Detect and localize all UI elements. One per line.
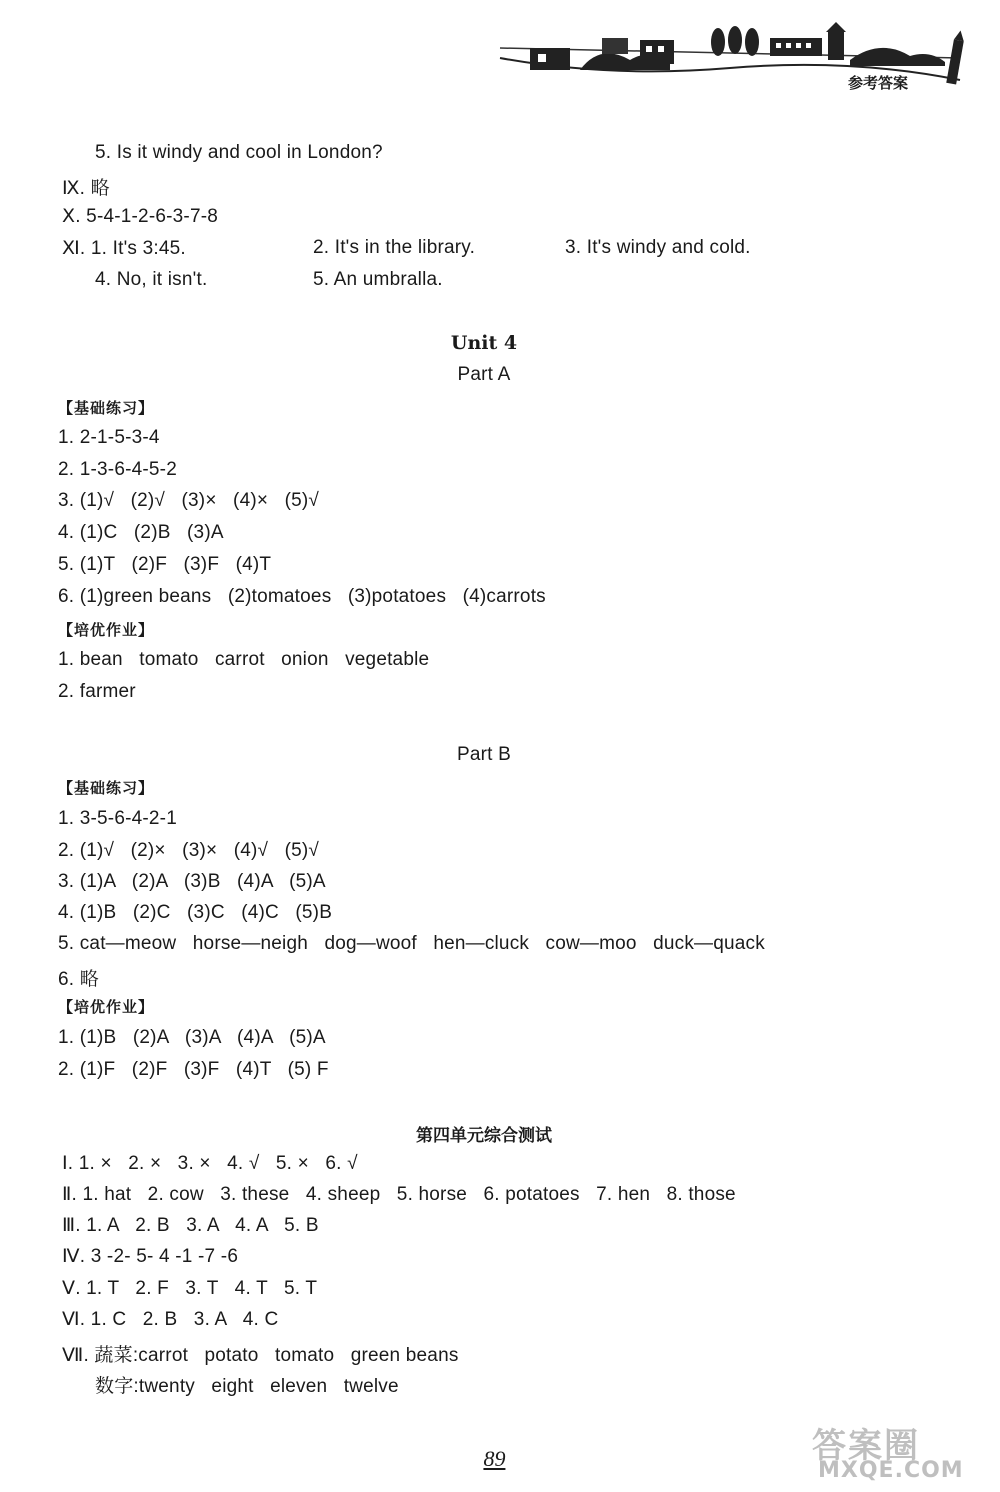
partA-basic-4: 4. (1)C (2)B (3)A (58, 522, 224, 543)
partB-basic-2: 2. (1)√ (2)× (3)× (4)√ (5)√ (58, 840, 320, 861)
test4-line-8: 数字:twenty eight eleven twelve (95, 1376, 399, 1397)
partB-basic-tag: 【基础练习】 (58, 779, 155, 797)
partA-basic-2: 2. 1-3-6-4-5-2 (58, 459, 177, 480)
partA-extra-tag: 【培优作业】 (58, 621, 155, 639)
test4-line-5: Ⅴ. 1. T 2. F 3. T 4. T 5. T (62, 1278, 318, 1299)
test4-line-2: Ⅱ. 1. hat 2. cow 3. these 4. sheep 5. horse 6. potatoes 7. hen 8. those (62, 1184, 736, 1205)
partB-extra-tag: 【培优作业】 (58, 998, 155, 1016)
page-number (462, 1428, 518, 1472)
unit3-xi-4: 4. No, it isn't. (95, 269, 208, 290)
unit3-xi-1: Ⅺ. 1. It's 3:45. (62, 238, 186, 259)
partB-basic-3: 3. (1)A (2)A (3)B (4)A (5)A (58, 871, 326, 892)
partA-extra-1: 1. bean tomato carrot onion vegetable (58, 649, 430, 670)
test4-line-6: Ⅵ. 1. C 2. B 3. A 4. C (62, 1309, 279, 1330)
unit3-q5: 5. Is it windy and cool in London? (95, 142, 383, 163)
partA-basic-1: 1. 2-1-5-3-4 (58, 427, 160, 448)
page-number-text: 89 (483, 1446, 506, 1471)
test4-line-7: Ⅶ. 蔬菜:carrot potato tomato green beans (62, 1345, 459, 1366)
partB-title: Part B (457, 744, 511, 765)
unit3-xi-5: 5. An umbralla. (313, 269, 443, 290)
partB-basic-4: 4. (1)B (2)C (3)C (4)C (5)B (58, 902, 333, 923)
partA-basic-3: 3. (1)√ (2)√ (3)× (4)× (5)√ (58, 490, 320, 511)
header-label: 参考答案 (848, 74, 909, 92)
test4-line-4: Ⅳ. 3 -2- 5- 4 -1 -7 -6 (62, 1246, 239, 1267)
partA-title: Part A (457, 364, 511, 385)
watermark-bottom: MXQE.COM (818, 1458, 964, 1483)
partA-basic-tag: 【基础练习】 (58, 399, 155, 417)
partB-basic-1: 1. 3-5-6-4-2-1 (58, 808, 177, 829)
partB-basic-5: 5. cat—meow horse—neigh dog—woof hen—cluck cow—moo duck—quack (58, 933, 765, 954)
partB-extra-1: 1. (1)B (2)A (3)A (4)A (5)A (58, 1027, 326, 1048)
unit3-x: Ⅹ. 5-4-1-2-6-3-7-8 (62, 206, 218, 227)
partA-basic-5: 5. (1)T (2)F (3)F (4)T (58, 554, 272, 575)
unit3-ix: Ⅸ. 略 (62, 178, 110, 199)
unit3-xi-2: 2. It's in the library. (313, 237, 476, 258)
test4-title: 第四单元综合测试 (416, 1126, 552, 1146)
unit3-xi-3: 3. It's windy and cold. (565, 237, 751, 258)
test4-line-1: Ⅰ. 1. × 2. × 3. × 4. √ 5. × 6. √ (62, 1153, 358, 1174)
unit4-title: Unit 4 (450, 332, 518, 354)
partA-basic-6: 6. (1)green beans (2)tomatoes (3)potatoes (4)carrots (58, 586, 546, 607)
partB-basic-6: 6. 略 (58, 969, 99, 990)
watermark-top: 答案圈 (812, 1426, 920, 1466)
partB-extra-2: 2. (1)F (2)F (3)F (4)T (5) F (58, 1059, 329, 1080)
partA-extra-2: 2. farmer (58, 681, 136, 702)
test4-line-3: Ⅲ. 1. A 2. B 3. A 4. A 5. B (62, 1215, 319, 1236)
